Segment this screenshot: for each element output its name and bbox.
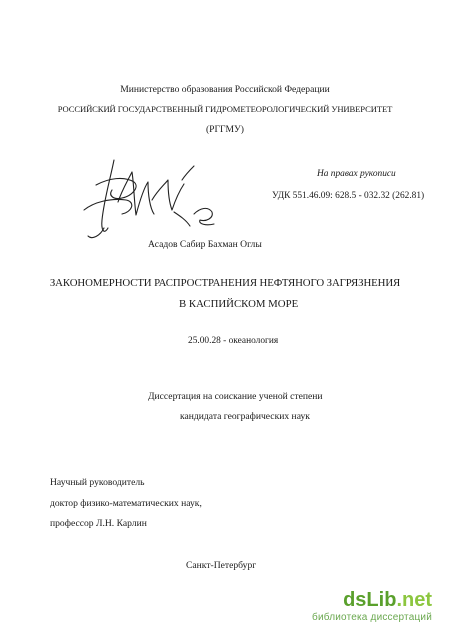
dissertation-title-line-2: В КАСПИЙСКОМ МОРЕ — [179, 298, 299, 310]
watermark — [312, 590, 432, 623]
university-abbreviation: (РГГМУ) — [205, 124, 244, 135]
ministry-line: Министерство образования Российской Федерации — [120, 84, 330, 95]
degree-line-2: кандидата географических наук — [180, 411, 310, 422]
dissertation-title-line-1: ЗАКОНОМЕРНОСТИ РАСПРОСТРАНЕНИЯ НЕФТЯНОГО ЗАГРЯЗНЕНИЯ — [49, 277, 401, 289]
city-name: Санкт-Петербург — [186, 560, 257, 571]
author-name: Асадов Сабир Бахман Оглы — [148, 239, 262, 250]
degree-line-1: Диссертация на соискание ученой степени — [148, 391, 323, 402]
specialty-code: 25.00.28 - океанология — [188, 336, 279, 346]
watermark-logo-tld: .net — [396, 589, 432, 611]
supervisor-label: Научный руководитель — [50, 477, 145, 488]
watermark-logo-main: dsLib — [343, 589, 397, 611]
manuscript-rights: На правах рукописи — [317, 169, 396, 179]
udc-code: УДК 551.46.09: 628.5 - 032.32 (262.81) — [272, 191, 425, 201]
supervisor-degree: доктор физико-математических наук, — [50, 498, 202, 509]
watermark-logo — [312, 590, 432, 610]
watermark-subtitle: библиотека диссертаций — [312, 612, 432, 623]
supervisor-name: профессор Л.Н. Карлин — [50, 518, 147, 529]
handwritten-signature — [74, 140, 234, 245]
university-name: РОССИЙСКИЙ ГОСУДАРСТВЕННЫЙ ГИДРОМЕТЕОРОЛОГИЧЕСКИЙ УНИВЕРСИТЕТ — [57, 104, 393, 114]
